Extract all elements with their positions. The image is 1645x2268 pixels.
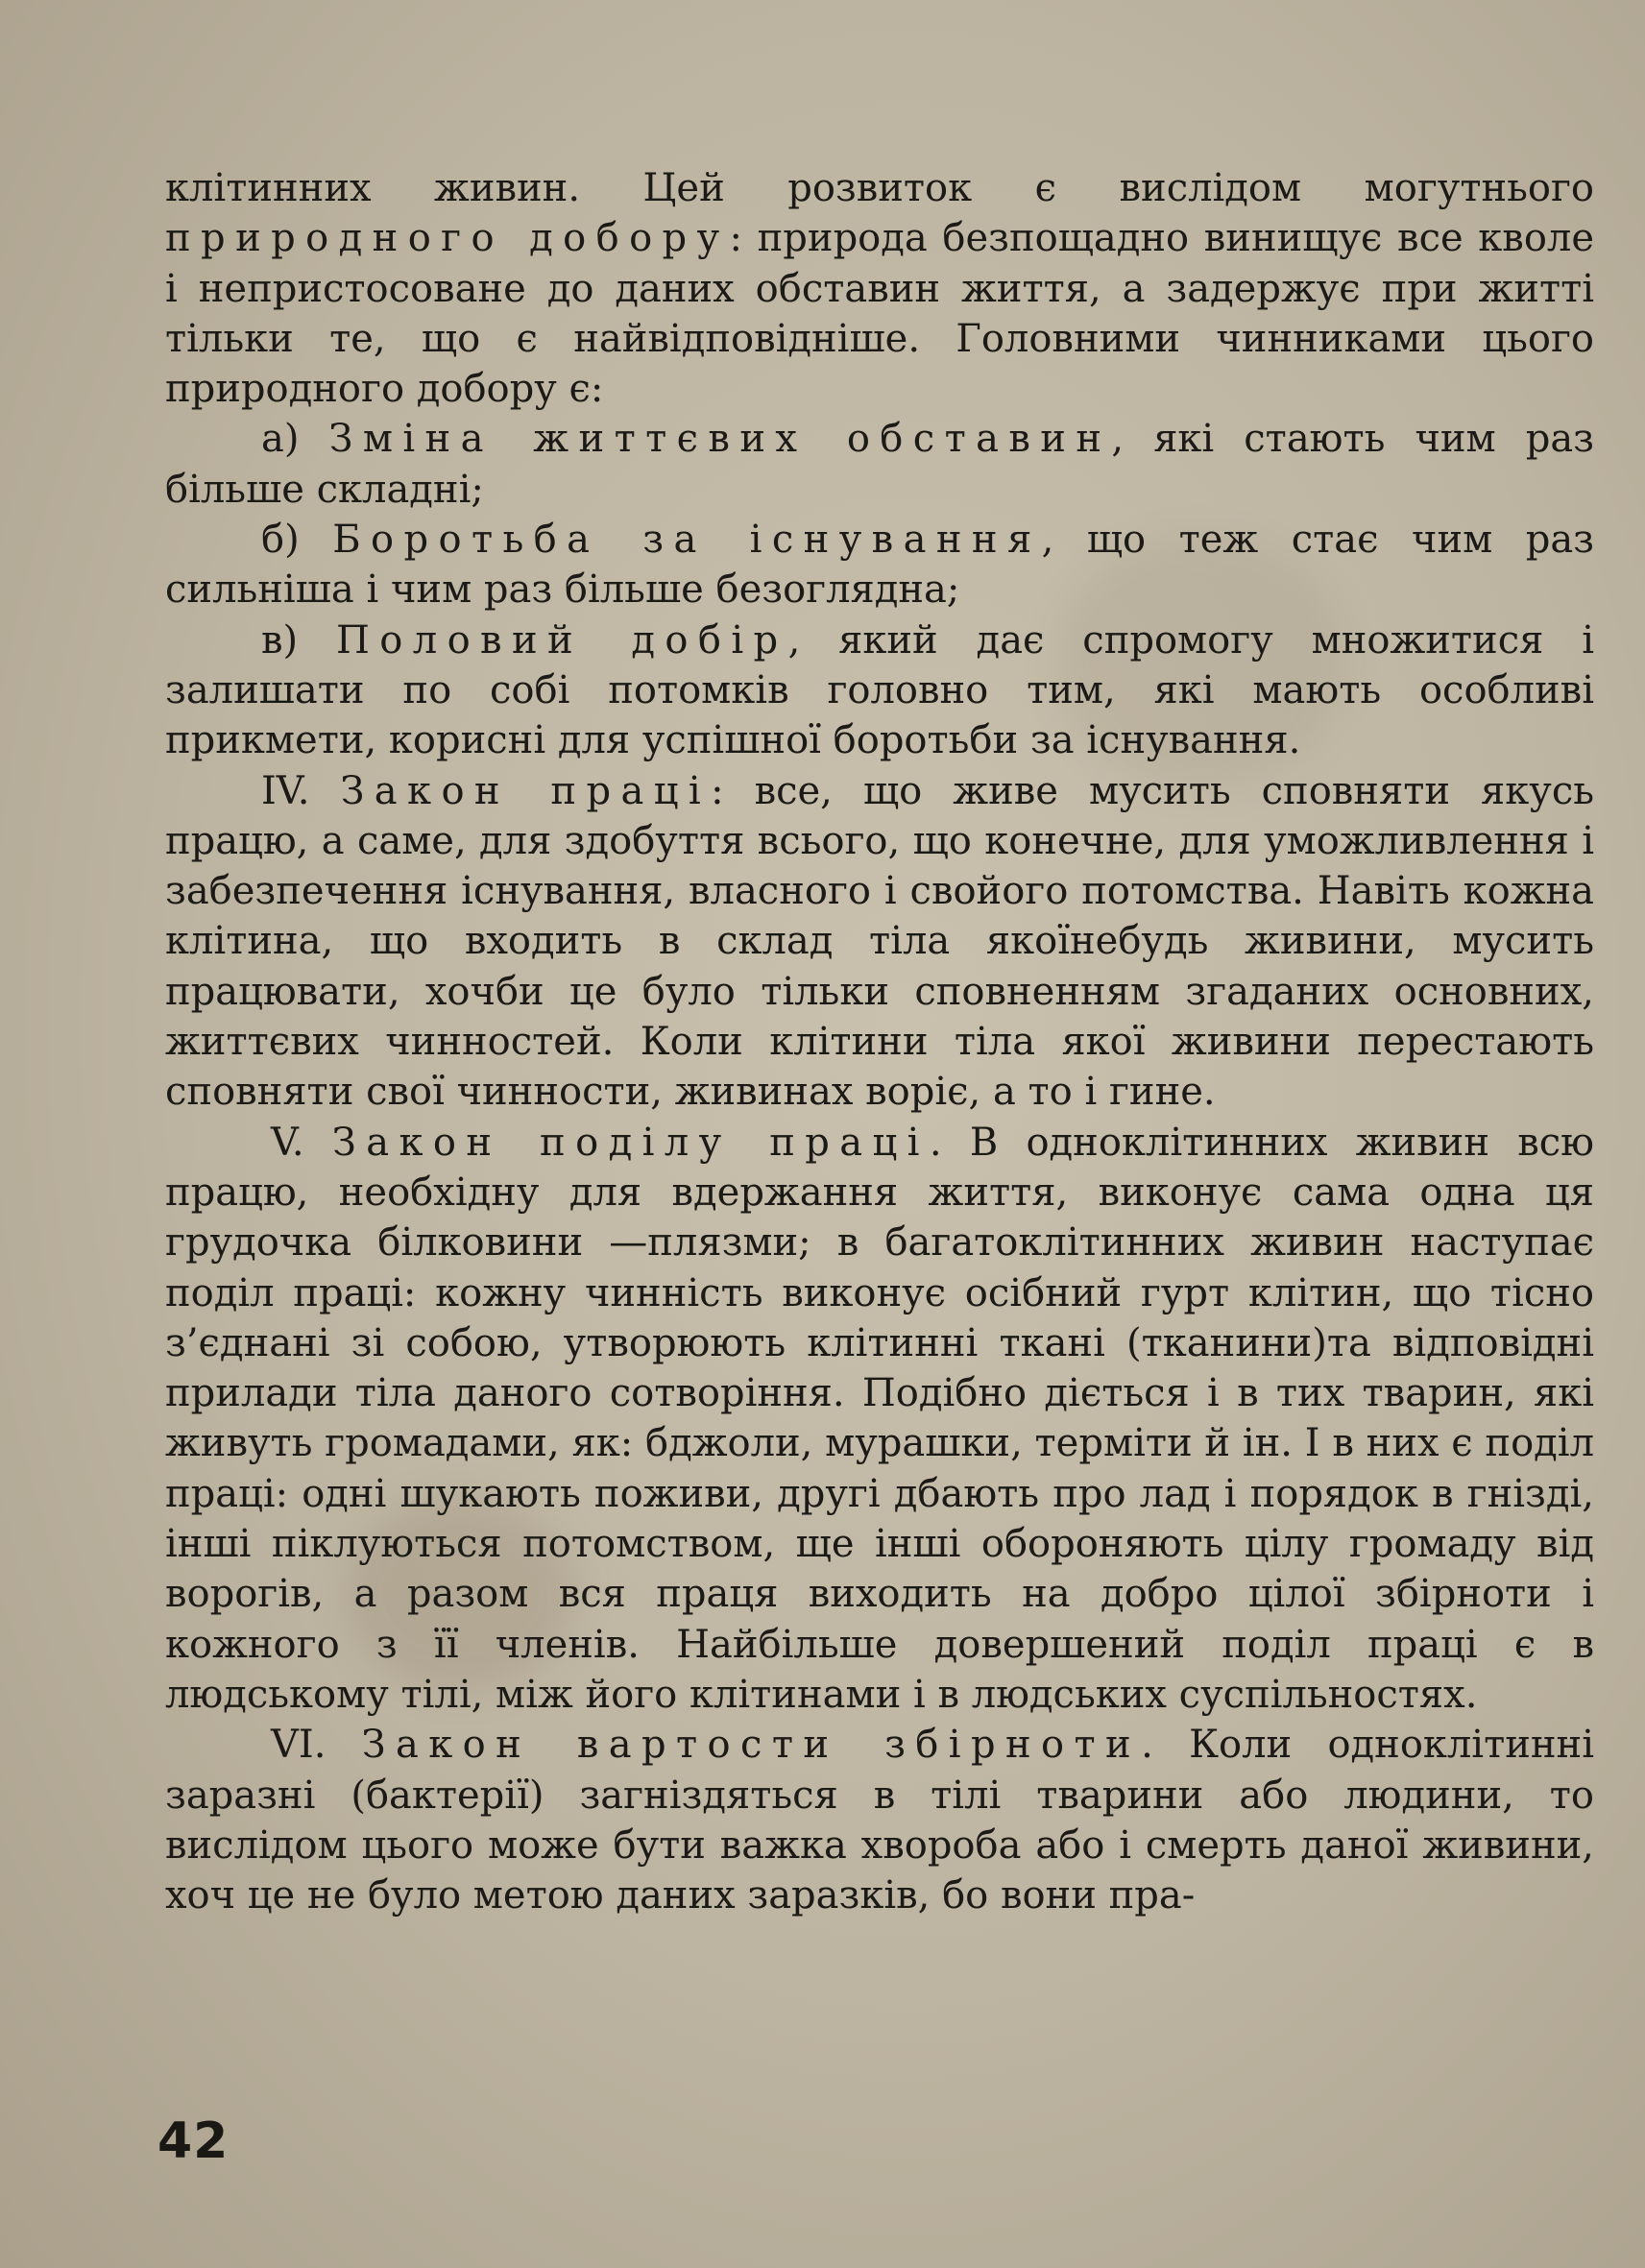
body-text: [165, 163, 1594, 1920]
emphasized-span: Закон поділу праці: [331, 1120, 930, 1165]
emphasized-span: Зміна життєвих обставин: [328, 417, 1112, 462]
text-span: , які стають чим раз більше складні;: [165, 417, 1594, 512]
emphasized-span: Закон праці: [340, 768, 712, 813]
text-span: : природа безпощадно винищує все кволе і непристосоване до даних обставин життя, а задержує при житті тільки те, що є найвідповідніше. Головними чинниками цього природного добору є:: [165, 216, 1594, 412]
text-span: клітинних живин. Цей розвиток є вислідом могутнього: [165, 166, 1594, 210]
text-span: , який дає спромогу множитися і залишати по собі потомків головно тим, які мають особливі прикмети, корисні для успішної боротьби за існування.: [165, 617, 1595, 763]
text-span: IV.: [261, 768, 341, 813]
paragraph-law-v: [165, 1118, 1594, 1721]
text-span: VI.: [271, 1723, 362, 1768]
text-span: V.: [271, 1120, 332, 1165]
text-span: б): [261, 518, 333, 563]
emphasized-span: природного добору: [165, 216, 730, 261]
text-span: : все, що живе мусить сповняти якусь працю, а саме, для здобуття всього, що конечне, для уможливлення і забезпечення існування, власного і свойого потомства. Навіть кожна клітина, що входить в склад тіла якоїнебудь живини, мусить працювати, хочби це було тільки сповненням згаданих основних, життєвих чинностей. Коли клітини тіла якої живини перестають сповняти свої чинности, живинах воріє, а то і гине.: [165, 768, 1594, 1115]
paragraph-item-a: [165, 414, 1594, 515]
paragraph-intro: [165, 163, 1594, 414]
paragraph-law-iv: [165, 766, 1594, 1118]
text-span: . В одноклітинних живин всю працю, необхідну для вдержання життя, виконує сама одна ця грудочка білковини —плязми; в багатоклітинних живин наступає поділ праці: кожну чинність виконує осібний гурт клітин, що тісно з’єднані зі собою, утворюють клітинні ткані (тканини)та відповідні прилади тіла даного сотворіння. Подібно діється і в тих тварин, які живуть громадами, як: бджоли, мурашки, терміти й ін. І в них є поділ праці: одні шукають поживи, другі дбають про лад і порядок в гнізді, інші піклуються потомством, ще інші обороняють цілу громаду від ворогів, а разом вся праця виходить на добро цілої збірноти і кожного з її членів. Найбільше довершений поділ праці є в людському тілі, між його клітинами і в людських суспільностях.: [165, 1120, 1595, 1717]
emphasized-span: Половий добір: [336, 617, 788, 663]
emphasized-span: Боротьба за існування: [332, 518, 1042, 563]
text-span: , що теж стає чим раз сильніша і чим раз більше безоглядна;: [165, 518, 1594, 613]
paragraph-item-b: [165, 515, 1594, 615]
text-span: в): [261, 617, 336, 663]
paragraph-item-c: [165, 615, 1594, 766]
text-span: а): [261, 417, 329, 462]
text-span: . Коли одноклітинні заразні (бактерії) загніздяться в тілі тварини або людини, то вислідом цього може бути важка хвороба або і смерть даної живини, хоч це не було метою даних заразків, бо вони пра-: [165, 1723, 1595, 1918]
paragraph-law-vi: [165, 1720, 1594, 1920]
emphasized-span: Закон вартости збірноти: [361, 1723, 1142, 1768]
page-number: 42: [157, 2112, 230, 2170]
